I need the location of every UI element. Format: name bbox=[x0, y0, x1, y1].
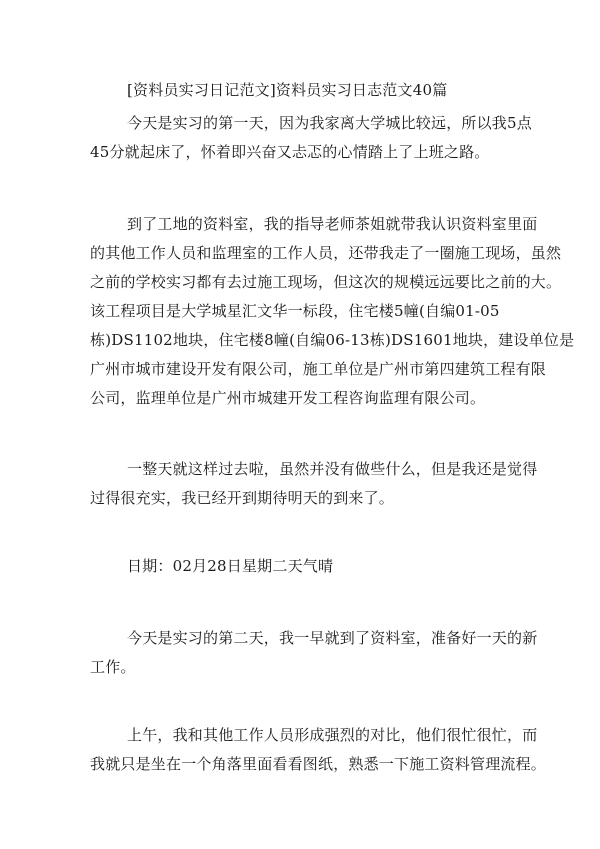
paragraph-2-line-5: 栋)DS1102地块，住宅楼8幢(自编06-13栋)DS1601地块，建设单位是 bbox=[90, 331, 575, 349]
paragraph-5-line-2: 工作。 bbox=[90, 658, 136, 676]
paragraph-2-line-1: 到了工地的资料室，我的指导老师茶姐就带我认识资料室里面 bbox=[127, 215, 538, 233]
paragraph-1-line-1: 今天是实习的第一天，因为我家离大学城比较远，所以我5点 bbox=[127, 114, 532, 132]
paragraph-1-line-2: 45分就起床了，怀着即兴奋又忐忑的心情踏上了上班之路。 bbox=[90, 143, 490, 161]
diary-date-line: 日期：02月28日星期二天气晴 bbox=[127, 557, 334, 575]
paragraph-2-line-4: 该工程项目是大学城星汇文华一标段，住宅楼5幢(自编01-05 bbox=[90, 302, 500, 320]
paragraph-2-line-2: 的其他工作人员和监理室的工作人员，还带我走了一圈施工现场，虽然 bbox=[90, 244, 562, 262]
paragraph-6-line-2: 我就只是坐在一个角落里面看看图纸，熟悉一下施工资料管理流程。 bbox=[90, 755, 547, 773]
paragraph-2-line-7: 公司，监理单位是广州市城建开发工程咨询监理有限公司。 bbox=[90, 389, 486, 407]
paragraph-2-line-3: 之前的学校实习都有去过施工现场，但这次的规模远远要比之前的大。 bbox=[90, 273, 562, 291]
paragraph-3-line-1: 一整天就这样过去啦，虽然并没有做些什么，但是我还是觉得 bbox=[127, 460, 538, 478]
document-title: [资料员实习日记范文]资料员实习日志范文40篇 bbox=[127, 81, 448, 99]
paragraph-3-line-2: 过得很充实，我已经开到期待明天的到来了。 bbox=[90, 489, 395, 507]
paragraph-6-line-1: 上午，我和其他工作人员形成强烈的对比，他们很忙很忙，而 bbox=[127, 726, 538, 744]
paragraph-2-line-6: 广州市城市建设开发有限公司，施工单位是广州市第四建筑工程有限 bbox=[90, 360, 547, 378]
paragraph-5-line-1: 今天是实习的第二天，我一早就到了资料室，准备好一天的新 bbox=[127, 629, 538, 647]
